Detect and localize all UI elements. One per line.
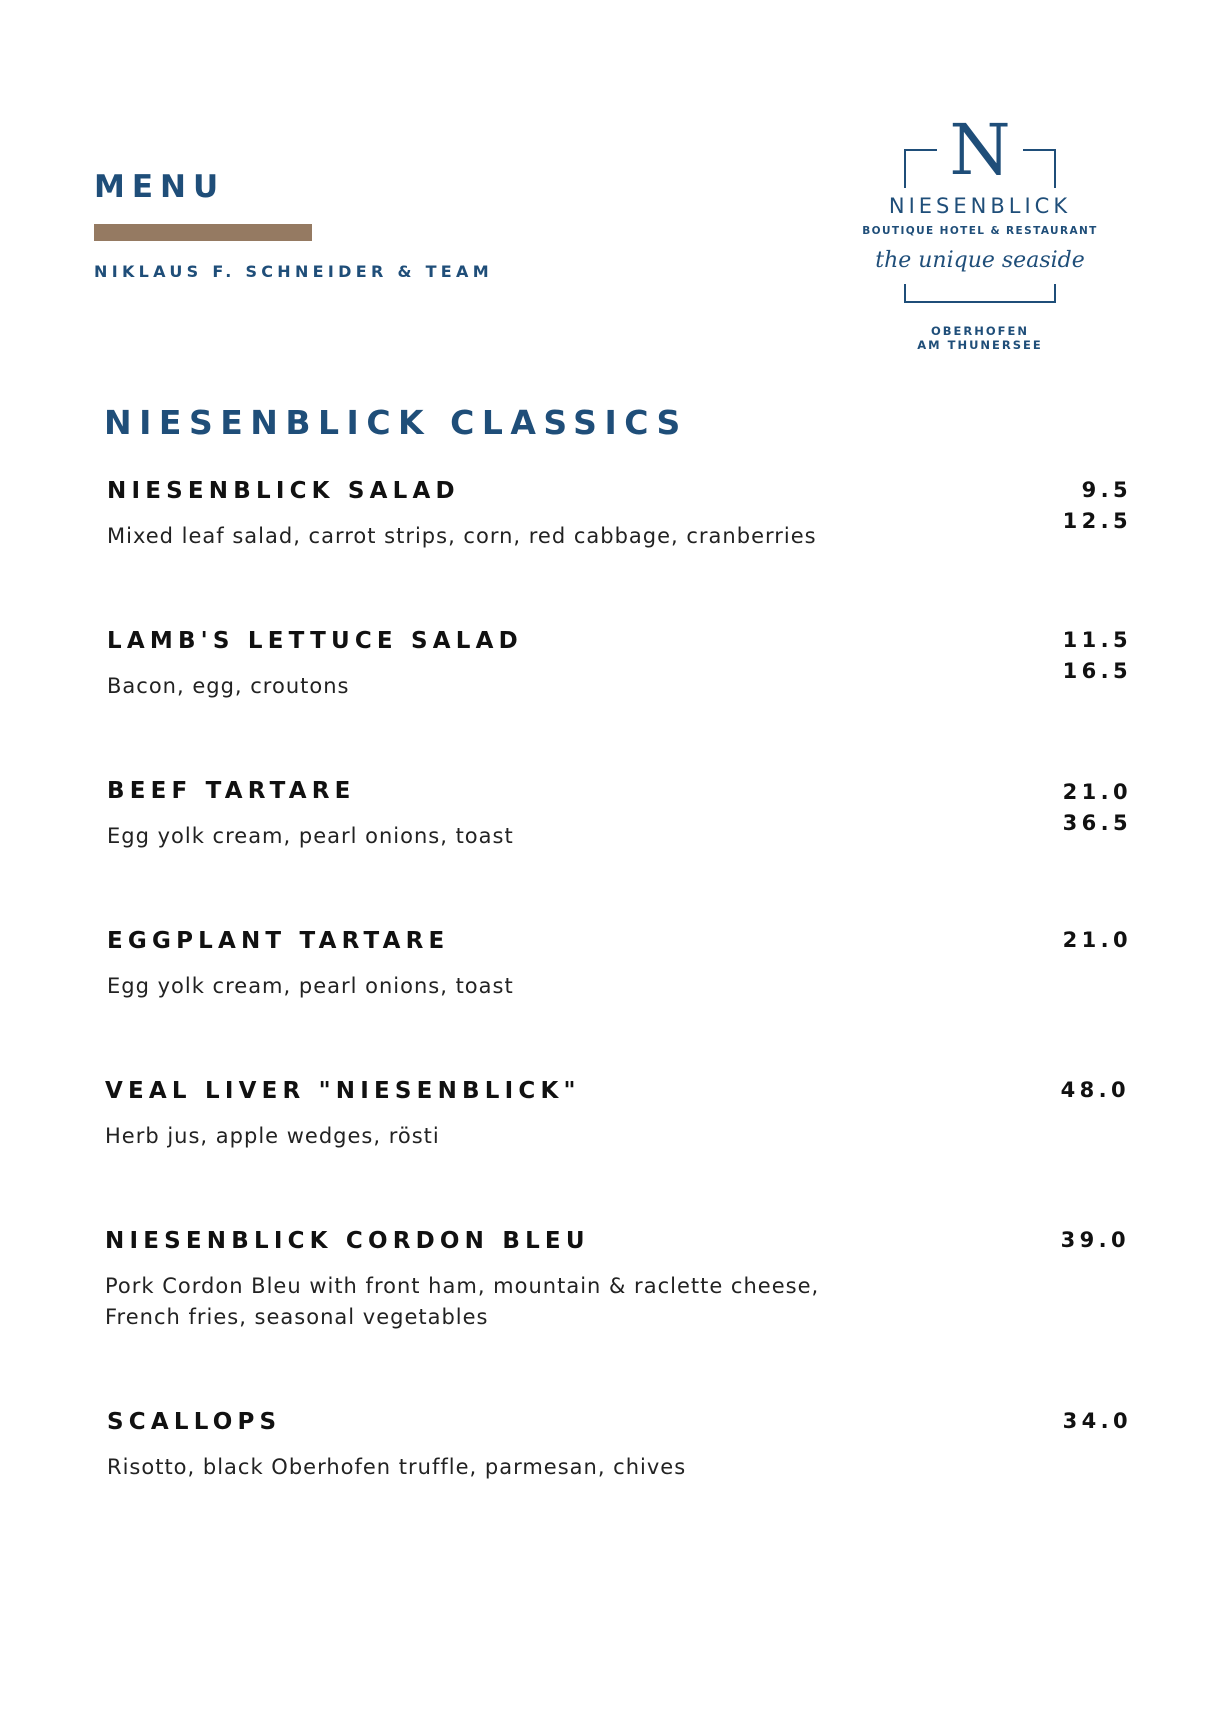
item-name: SCALLOPS xyxy=(107,1409,282,1435)
logo-subtitle: BOUTIQUE HOTEL & RESTAURANT xyxy=(862,225,1098,237)
item-price: 39.0 xyxy=(1060,1228,1130,1252)
item-name: LAMB'S LETTUCE SALAD xyxy=(107,628,523,654)
item-price: 12.5 xyxy=(1062,509,1132,533)
item-price: 9.5 xyxy=(1081,478,1132,502)
accent-bar xyxy=(94,224,312,241)
item-prices xyxy=(1063,925,1132,956)
item-price: 11.5 xyxy=(1062,628,1132,652)
item-description: Risotto, black Oberhofen truffle, parmesan, chives xyxy=(107,1455,687,1479)
menu-title: MENU xyxy=(94,169,226,205)
section-title: NIESENBLICK CLASSICS xyxy=(104,403,688,442)
item-price: 16.5 xyxy=(1062,659,1132,683)
chef-credit: NIKLAUS F. SCHNEIDER & TEAM xyxy=(94,262,493,281)
logo-location-line1: OBERHOFEN xyxy=(931,324,1029,338)
item-description: Bacon, egg, croutons xyxy=(107,674,350,698)
item-price: 36.5 xyxy=(1062,811,1132,835)
item-price: 48.0 xyxy=(1060,1078,1130,1102)
logo-location-line2: AM THUNERSEE xyxy=(917,338,1043,352)
item-prices xyxy=(1063,475,1132,537)
item-description: Pork Cordon Bleu with front ham, mountain & raclette cheese, French fries, seasonal vegetables xyxy=(105,1274,820,1329)
item-price: 34.0 xyxy=(1062,1409,1132,1433)
item-description: Egg yolk cream, pearl onions, toast xyxy=(107,824,514,848)
item-prices xyxy=(1063,625,1132,687)
item-prices xyxy=(1063,777,1132,839)
item-name: EGGPLANT TARTARE xyxy=(107,928,450,954)
item-description: Egg yolk cream, pearl onions, toast xyxy=(107,974,514,998)
item-name: NIESENBLICK SALAD xyxy=(107,478,460,504)
item-description: Herb jus, apple wedges, rösti xyxy=(105,1124,440,1148)
logo-location xyxy=(830,324,1130,352)
item-price: 21.0 xyxy=(1062,928,1132,952)
item-name: VEAL LIVER "NIESENBLICK" xyxy=(105,1078,581,1104)
item-prices xyxy=(1061,1075,1130,1106)
logo-tagline: the unique seaside xyxy=(875,248,1085,273)
logo-monogram: N xyxy=(949,109,1011,191)
item-prices xyxy=(1063,1406,1132,1437)
hotel-logo xyxy=(830,108,1130,358)
item-price: 21.0 xyxy=(1062,780,1132,804)
item-name: BEEF TARTARE xyxy=(107,778,356,804)
item-name: NIESENBLICK CORDON BLEU xyxy=(105,1228,590,1254)
item-prices xyxy=(1061,1225,1130,1256)
item-description: Mixed leaf salad, carrot strips, corn, red cabbage, cranberries xyxy=(107,524,817,548)
logo-brand: NIESENBLICK xyxy=(888,194,1072,218)
